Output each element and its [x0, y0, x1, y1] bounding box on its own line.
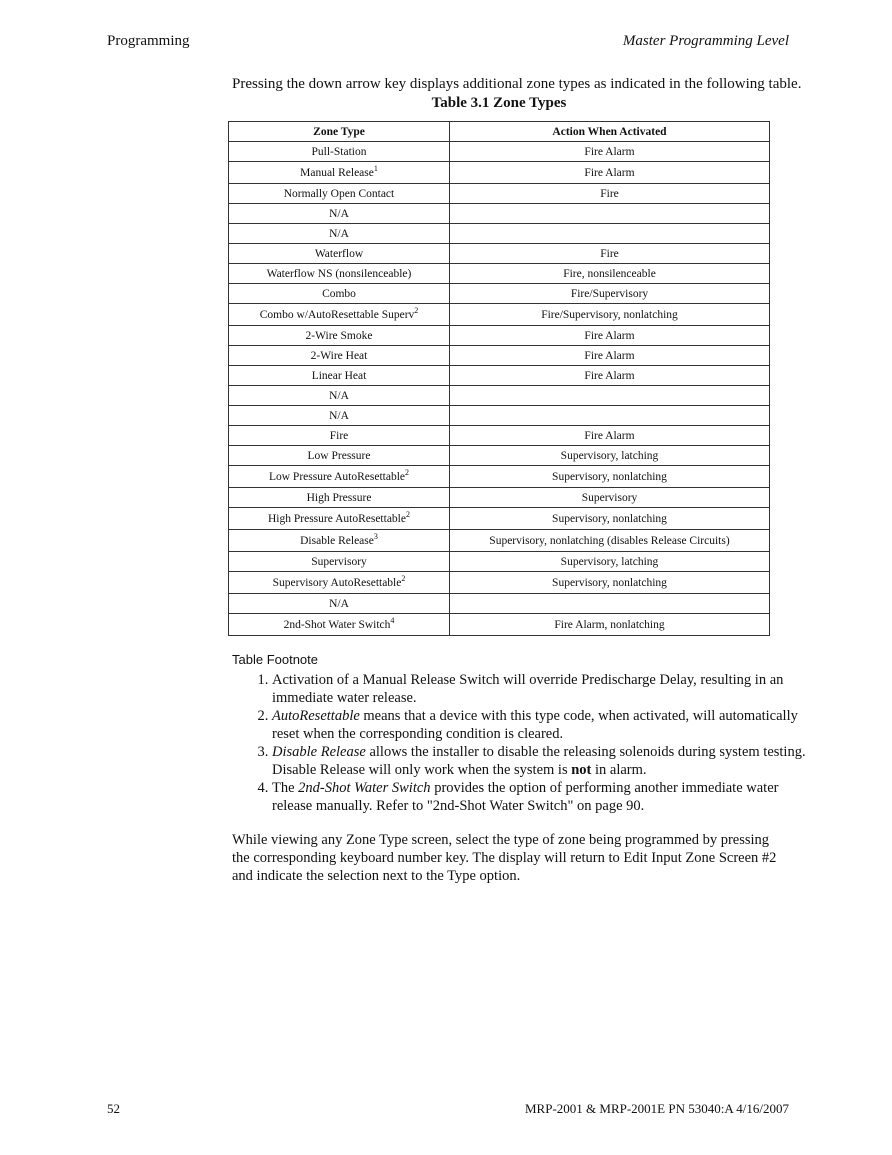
zone-type-cell	[229, 304, 450, 326]
table-row	[229, 446, 770, 466]
page-number: 52	[107, 1101, 120, 1116]
zone-type-label: N/A	[329, 409, 349, 422]
zone-type-cell	[229, 346, 450, 366]
footnote-text-mid: provides the option of performing another immediate water release manually. Refer to "2nd-Shot Water Switch" on page 90.	[272, 780, 779, 814]
zone-type-cell	[229, 426, 450, 446]
footnote-item	[272, 707, 812, 743]
zone-type-cell	[229, 614, 450, 636]
table-row	[229, 426, 770, 446]
zone-type-cell	[229, 142, 450, 162]
action-cell: Fire Alarm	[450, 162, 770, 184]
table-row	[229, 614, 770, 636]
zone-type-label: Waterflow	[314, 247, 364, 260]
table-row	[229, 346, 770, 366]
table-body	[229, 142, 770, 636]
zone-type-label: High Pressure	[306, 491, 372, 504]
zone-type-cell	[229, 224, 450, 244]
action-cell	[450, 224, 770, 244]
zone-type-label: Normally Open Contact	[283, 187, 395, 200]
table-row	[229, 264, 770, 284]
footnote-ref: 2	[401, 573, 406, 583]
action-cell	[450, 406, 770, 426]
table-row	[229, 386, 770, 406]
footnote-text-em: 2nd-Shot Water Switch	[298, 780, 431, 796]
zone-type-cell	[229, 162, 450, 184]
table-caption: Table 3.1 Zone Types	[431, 95, 567, 111]
table-row	[229, 488, 770, 508]
footnote-item	[272, 671, 812, 707]
action-cell: Fire Alarm	[450, 426, 770, 446]
table-row	[229, 224, 770, 244]
table-row	[229, 406, 770, 426]
action-cell	[450, 386, 770, 406]
action-cell: Fire/Supervisory	[450, 284, 770, 304]
zone-type-label: Low Pressure AutoResettable	[268, 470, 406, 483]
table-row	[229, 366, 770, 386]
action-cell	[450, 594, 770, 614]
footnote-item	[272, 743, 812, 779]
action-cell: Fire Alarm	[450, 326, 770, 346]
document-id: MRP-2001 & MRP-2001E PN 53040:A 4/16/2007	[524, 1101, 789, 1116]
zone-type-label: Manual Release	[300, 166, 374, 179]
action-cell: Fire Alarm	[450, 366, 770, 386]
footnote-title: Table Footnote	[232, 652, 319, 667]
zone-type-cell	[229, 552, 450, 572]
zone-type-cell	[229, 572, 450, 594]
footnote-item	[272, 779, 812, 815]
closing-paragraph: While viewing any Zone Type screen, select the type of zone being programmed by pressing the corresponding keyboard number key. The display will return to Edit Input Zone Screen #2 and indicate the selection next to the Type option.	[232, 832, 777, 884]
table-row	[229, 572, 770, 594]
column-header-action: Action When Activated	[450, 122, 770, 142]
footnote-ref: 4	[390, 615, 395, 625]
action-cell: Supervisory, latching	[450, 552, 770, 572]
footnote-text-post: in alarm.	[591, 762, 647, 778]
table-row	[229, 530, 770, 552]
footnote-text-mid: allows the installer to disable the releasing solenoids during system testing. Disable Release will only work when the system is	[272, 744, 806, 778]
table-row	[229, 552, 770, 572]
zone-type-cell	[229, 184, 450, 204]
zone-type-label: Combo	[322, 287, 356, 300]
zone-type-cell	[229, 508, 450, 530]
action-cell: Supervisory, latching	[450, 446, 770, 466]
zone-type-label: N/A	[329, 227, 349, 240]
zone-type-label: Supervisory AutoResettable	[272, 576, 402, 589]
footnote-text-mid: means that a device with this type code, when activated, will automatically reset when the corresponding condition is cleared.	[272, 708, 798, 742]
zone-type-cell	[229, 446, 450, 466]
footnote-ref: 2	[414, 305, 419, 315]
zone-type-label: 2nd-Shot Water Switch	[283, 618, 391, 631]
column-header-zone-type: Zone Type	[229, 122, 450, 142]
table-header-row	[229, 122, 770, 142]
zone-type-cell	[229, 264, 450, 284]
footnote-text-em: Disable Release	[272, 744, 366, 760]
zone-type-label: Low Pressure	[307, 449, 371, 462]
action-cell: Fire Alarm	[450, 142, 770, 162]
zone-types-table	[228, 121, 770, 636]
action-cell: Supervisory	[450, 488, 770, 508]
zone-type-cell	[229, 406, 450, 426]
zone-type-cell	[229, 244, 450, 264]
table-row	[229, 284, 770, 304]
zone-type-label: Combo w/AutoResettable Superv	[259, 308, 415, 321]
table-row	[229, 326, 770, 346]
zone-type-cell	[229, 466, 450, 488]
footnote-text-strong: not	[571, 762, 592, 778]
zone-type-label: Linear Heat	[311, 369, 367, 382]
action-cell: Fire	[450, 184, 770, 204]
footnote-text-pre: Activation of a Manual Release Switch will override Predischarge Delay, resulting in an immediate water release.	[272, 672, 784, 706]
table-row	[229, 244, 770, 264]
action-cell: Supervisory, nonlatching	[450, 572, 770, 594]
zone-type-cell	[229, 284, 450, 304]
footnote-text-pre: The	[272, 780, 299, 796]
zone-type-label: N/A	[329, 389, 349, 402]
zone-type-label: High Pressure AutoResettable	[268, 512, 406, 525]
zone-type-label: Supervisory	[311, 555, 367, 568]
footnote-text-em: AutoResettable	[272, 708, 360, 724]
action-cell: Fire Alarm	[450, 346, 770, 366]
action-cell: Supervisory, nonlatching	[450, 508, 770, 530]
action-cell: Fire, nonsilenceable	[450, 264, 770, 284]
footnote-ref: 1	[373, 163, 378, 173]
zone-type-label: Waterflow NS (nonsilenceable)	[266, 267, 412, 280]
zone-type-label: Disable Release	[300, 534, 374, 547]
zone-type-cell	[229, 204, 450, 224]
header-section-title: Programming	[107, 33, 190, 49]
header-chapter-title: Master Programming Level	[622, 33, 789, 49]
zone-type-cell	[229, 326, 450, 346]
zone-type-cell	[229, 530, 450, 552]
table-row	[229, 304, 770, 326]
footnote-ref: 2	[405, 509, 410, 519]
zone-type-cell	[229, 386, 450, 406]
table-row	[229, 142, 770, 162]
zone-type-cell	[229, 594, 450, 614]
action-cell: Fire Alarm, nonlatching	[450, 614, 770, 636]
intro-paragraph: Pressing the down arrow key displays additional zone types as indicated in the following table.	[232, 76, 802, 92]
footnote-ref: 2	[405, 467, 410, 477]
action-cell: Fire/Supervisory, nonlatching	[450, 304, 770, 326]
zone-type-label: N/A	[329, 597, 349, 610]
table-row	[229, 204, 770, 224]
zone-type-label: Pull-Station	[311, 145, 367, 158]
table-row	[229, 508, 770, 530]
action-cell: Supervisory, nonlatching	[450, 466, 770, 488]
zone-type-label: 2-Wire Heat	[310, 349, 368, 362]
action-cell: Supervisory, nonlatching (disables Release Circuits)	[450, 530, 770, 552]
footnote-ref: 3	[373, 531, 378, 541]
action-cell: Fire	[450, 244, 770, 264]
table-row	[229, 184, 770, 204]
zone-type-label: N/A	[329, 207, 349, 220]
zone-type-label: 2-Wire Smoke	[305, 329, 373, 342]
zone-type-cell	[229, 366, 450, 386]
zone-type-cell	[229, 488, 450, 508]
footnote-list	[232, 671, 812, 815]
zone-type-label: Fire	[329, 429, 349, 442]
table-row	[229, 162, 770, 184]
table-row	[229, 594, 770, 614]
table-row	[229, 466, 770, 488]
action-cell	[450, 204, 770, 224]
